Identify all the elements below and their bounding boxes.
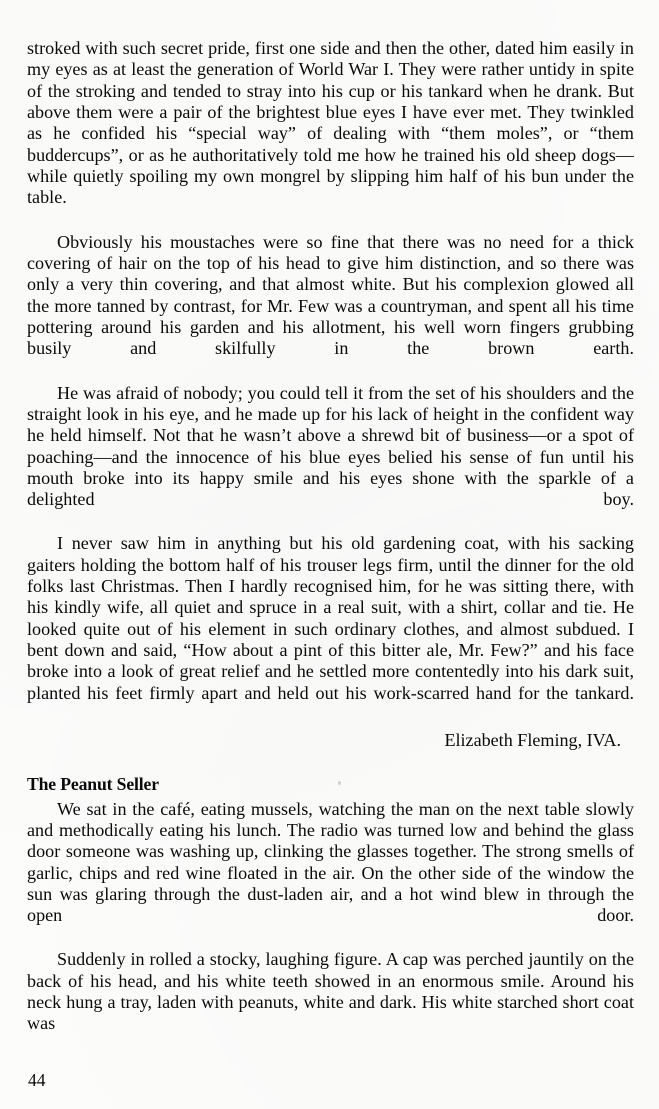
paragraph: Suddenly in rolled a stocky, laughing figure. A cap was perched jauntily on the back of his head, and his white teeth showed in an enormous smile. Around his neck hung a tray, laden with peanuts, white and dark. His white starched short coat was xyxy=(27,949,634,1034)
paragraph-continued: stroked with such secret pride, first one side and then the other, dated him easily in my eyes as at least the generation of World War I. They were rather untidy in spite of the stroking and tended to stray into his cup or his tankard when he drank. But above them were a pair of the brightest blue eyes I have ever met. They twinkled as he confided his “special way” of dealing with “them moles”, or “them buddercups”, or as he authoritatively told me how he trained his old sheep dogs—while quietly spoiling my own mongrel by slipping him half of his bun under the table. xyxy=(27,38,634,208)
paragraph: He was afraid of nobody; you could tell it from the set of his shoulders and the straight look in his eye, and he made up for his lack of height in the confident way he held himself. Not that he wasn’t above a shrewd bit of business—or a spot of poaching—and the innocence of his blue eyes belied his sense of fun until his mouth broke into its happy smile and his eyes shone with the sparkle of a delighted boy. xyxy=(27,382,634,510)
section-heading-peanut-seller: The Peanut Seller xyxy=(27,773,159,794)
text-column xyxy=(27,38,634,1056)
paragraph: We sat in the café, eating mussels, watching the man on the next table slowly and methodically eating his lunch. The radio was turned low and behind the glass door someone was washing up, clinking the glasses together. The strong smells of garlic, chips and red wine floated in the air. On the other side of the window the sun was glaring through the dust-laden air, and a hot wind blew in through the open door. xyxy=(27,798,634,926)
paragraph: I never saw him in anything but his old gardening coat, with his sacking gaiters holding the bottom half of his trouser legs firm, until the dinner for the old folks last Christmas. Then I hardly recognised him, for he was sitting there, with his kindly wife, all quiet and spruce in a real suit, with a shirt, collar and tie. He looked quite out of his element in such ordinary clothes, and almost subdued. I bent down and said, “How about a pint of this bitter ale, Mr. Few?” and his face broke into a look of great relief and he settled more contentedly into his dark suit, planted his feet firmly apart and held out his work-scarred hand for the tankard. xyxy=(27,533,634,703)
paragraph: Obviously his moustaches were so fine that there was no need for a thick covering of hair on the top of his head to give him distinction, and so there was only a very thin covering, and that almost white. But his complexion glowed all the more tanned by contrast, for Mr. Few was a countryman, and spent all his time pottering around his garden and his allotment, his well worn fingers grubbing busily and skilfully in the brown earth. xyxy=(27,231,634,359)
article-byline: Elizabeth Fleming, IVA. xyxy=(444,729,621,750)
page-number: 44 xyxy=(28,1070,46,1090)
